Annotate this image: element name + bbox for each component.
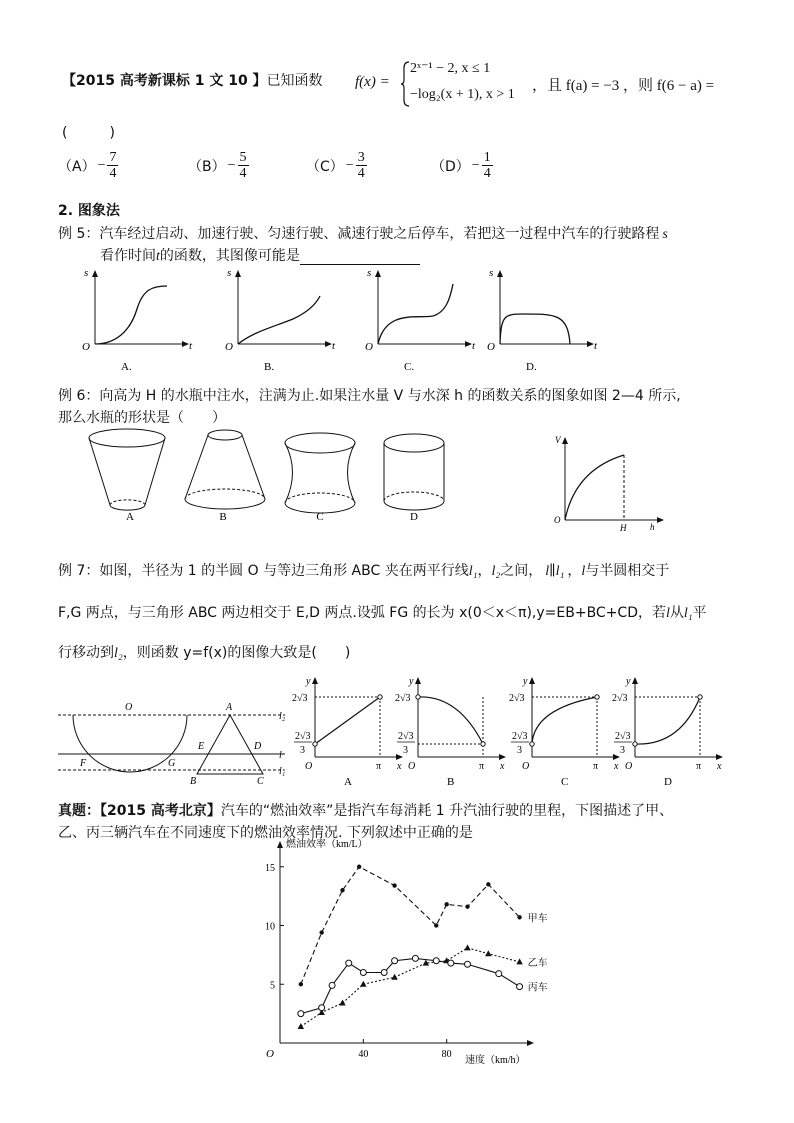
curve (532, 697, 597, 744)
ytick-bottom-den: 3 (403, 745, 408, 756)
ex7-text1d: 与半圆相交于 (585, 563, 670, 579)
ytick-bottom-den: 3 (300, 745, 305, 756)
data-point (465, 961, 471, 967)
bottle-a (89, 429, 165, 510)
ex7-line3 (58, 642, 350, 662)
ex7-text1b: 之间， (500, 563, 543, 579)
x-arrow-icon (325, 341, 332, 347)
data-point (485, 950, 491, 956)
ex7-l1: l₁ (468, 564, 478, 579)
ex5-text: 例 5：汽车经过启动、加速行驶、匀速行驶、减速行驶之后停车，若把这一过程中汽车的行驶路程 (58, 226, 660, 242)
y-label: s (227, 267, 232, 279)
data-point (346, 960, 352, 966)
option-label: （A） (58, 158, 96, 175)
ex7-l-b: l (666, 606, 670, 621)
ex7-graph-b (395, 676, 506, 788)
fig-G: G (168, 758, 176, 769)
ex5-text2b: 的函数，其图像可能是 (159, 248, 300, 264)
ex7-parallel: l∥l₁ (545, 564, 565, 579)
origin-label: O (266, 1048, 274, 1060)
fig-l: l (279, 750, 282, 761)
y-label: s (367, 267, 372, 279)
x-tick-label: 80 (441, 1049, 452, 1060)
x-arrow-icon (465, 341, 472, 347)
option-label: C (561, 776, 569, 788)
fraction-denominator: 4 (239, 166, 247, 181)
x-arrow-icon (527, 1040, 534, 1046)
fig-A: A (226, 702, 233, 713)
origin-label: O (365, 341, 373, 353)
series-label: 乙车 (527, 957, 548, 969)
ex7-text3b: ，则函数 y=f(x)的图像大致是( ) (122, 645, 351, 661)
data-point (392, 883, 396, 887)
x-arrow-icon (182, 341, 189, 347)
ex7-graph-a (292, 676, 403, 788)
fraction-denominator: 4 (483, 166, 491, 181)
data-point (340, 888, 344, 892)
x-axis-label: 速度（km/h） (465, 1055, 526, 1066)
data-point (357, 865, 361, 869)
data-point (434, 923, 438, 927)
x-label: x (500, 761, 505, 772)
ex5-var-t: t (156, 249, 160, 264)
x-arrow-icon (396, 754, 403, 760)
data-point (360, 970, 366, 976)
bottle-b-label: B (219, 511, 227, 523)
ex7-text3a: 行移动到 (58, 645, 114, 661)
q10-case1: 2ˣ⁻¹ − 2, x ≤ 1 (410, 61, 491, 76)
ex5-graph-d (487, 267, 598, 373)
real-line1 (58, 800, 673, 820)
q10-answer-paren: ( ) (62, 125, 115, 141)
bottle-b (185, 430, 265, 509)
y-tick-label: 15 (265, 862, 275, 874)
data-point (339, 1000, 345, 1006)
ytick-bottom-num: 2√3 (512, 731, 528, 742)
data-point (329, 982, 335, 988)
y-arrow-icon (632, 677, 638, 684)
option-sign: − (97, 157, 106, 173)
ex7-text2b: 从 (669, 605, 684, 621)
ex6-figure (0, 425, 794, 533)
bottle-c-label: C (316, 511, 324, 523)
y-arrow-icon (92, 270, 98, 277)
ex7-l2-b: l₂ (114, 646, 123, 661)
curve (95, 286, 167, 344)
ex7-l1-b: l₁ (683, 606, 693, 621)
ex5-graph-c (365, 267, 476, 373)
fraction-numerator: 5 (239, 150, 247, 165)
bottle-c (285, 433, 355, 513)
data-point (448, 960, 454, 966)
fraction-denominator: 4 (109, 166, 117, 181)
option-label: D. (526, 361, 537, 373)
y-arrow-icon (235, 270, 241, 277)
q10-option-a (58, 150, 188, 181)
y-label: y (523, 676, 528, 687)
open-point-end (378, 695, 382, 699)
data-point (360, 981, 366, 987)
data-point (381, 970, 387, 976)
y-axis-label: 燃油效率（km/L） (286, 839, 368, 850)
origin-label: O (487, 341, 495, 353)
open-point-start (313, 742, 317, 746)
option-label: D (664, 776, 672, 788)
data-point (516, 958, 522, 964)
x-arrow-icon (716, 754, 723, 760)
curve (378, 284, 453, 344)
x-label: t (594, 340, 598, 352)
q10-tag: 【2015 高考新课标 1 文 10 】 (62, 73, 267, 89)
xtick-pi: π (376, 761, 382, 772)
real-line2: 乙、丙三辆汽车在不同速度下的燃油效率情况. 下列叙述中正确的是 (58, 825, 473, 841)
option-fraction (482, 150, 493, 181)
origin-label: O (82, 341, 90, 353)
origin-label: O (225, 341, 233, 353)
ytick-bottom-num: 2√3 (615, 731, 631, 742)
fraction-numerator: 3 (357, 150, 365, 165)
open-point-start (416, 695, 420, 699)
open-point-end (481, 742, 485, 746)
ytick-top: 2√3 (395, 693, 411, 704)
ex5-graphs (0, 262, 794, 374)
y-label: s (84, 267, 89, 279)
ex7-text1a: 例 7：如图，半径为 1 的半圆 O 与等边三角形 ABC 夹在两平行线 (58, 563, 469, 579)
data-point (496, 971, 502, 977)
x-arrow-icon (613, 754, 620, 760)
x-tick-label: 40 (358, 1049, 369, 1060)
ex7-text2: F,G 两点，与三角形 ABC 两边相交于 E,D 两点.设弧 FG 的长为 x(0＜x＜π),y=EB+BC+CD，若 (58, 605, 666, 621)
fig-E: E (198, 741, 205, 752)
option-sign: − (345, 157, 354, 173)
open-point-start (530, 742, 534, 746)
xtick-pi: π (593, 761, 599, 772)
x-label: x (614, 761, 619, 772)
brace-icon (400, 60, 410, 108)
ytick-top: 2√3 (292, 693, 308, 704)
fraction-numerator: 7 (109, 150, 117, 165)
fuel-efficiency-chart (255, 835, 555, 1070)
vh-graph (554, 435, 664, 533)
data-point (298, 1011, 304, 1017)
fig-F: F (80, 758, 87, 769)
data-point (319, 930, 323, 934)
ex7-l2: l₂ (491, 564, 501, 579)
q10-header (62, 70, 323, 90)
bottle-d (384, 434, 444, 510)
y-arrow-icon (312, 677, 318, 684)
series-2 (298, 955, 548, 1016)
open-point-end (595, 695, 599, 699)
fraction-denominator: 4 (357, 166, 365, 181)
data-point (298, 1023, 304, 1029)
option-label: C. (404, 361, 415, 373)
xtick-pi: π (696, 761, 702, 772)
series-0 (299, 865, 548, 987)
fig-l2: l₂ (279, 711, 286, 722)
vh-y-label: V (555, 435, 561, 445)
option-label: （D） (431, 158, 470, 175)
q10-option-d (431, 150, 551, 181)
ex7-line1: 例 7：如图，半径为 1 的半圆 O 与等边三角形 ABC 夹在两平行线l₁，l₂之间， l∥l₁ ，l与半圆相交于 (58, 563, 670, 579)
data-point (486, 882, 490, 886)
option-sign: − (227, 157, 236, 173)
ex7-graph-d (612, 676, 723, 788)
real-tag: 【2015 高考北京】 (100, 803, 221, 819)
data-point (433, 958, 439, 964)
data-point (412, 955, 418, 961)
fraction-numerator: 1 (483, 150, 491, 165)
q10-options (58, 150, 551, 181)
ex5-graph-b (225, 267, 336, 373)
option-label: （B） (188, 158, 226, 175)
data-point (391, 974, 397, 980)
option-label: A. (121, 361, 132, 373)
ex7-text2c: 平 (692, 605, 707, 621)
y-tick-label: 5 (270, 980, 275, 992)
y-arrow-icon (375, 270, 381, 277)
y-label: y (306, 676, 311, 687)
x-arrow-icon (499, 754, 506, 760)
real-prefix: 真题： (58, 803, 100, 819)
x-arrow-icon (587, 341, 594, 347)
curve (500, 314, 570, 344)
fig-C: C (257, 776, 264, 787)
ex7-l: l (581, 564, 586, 579)
ex5-graph-a (82, 267, 193, 373)
data-point (464, 944, 470, 950)
y-arrow-icon (529, 677, 535, 684)
section-title: 2. 图象法 (58, 203, 120, 219)
origin-label: O (408, 761, 416, 772)
curve (635, 697, 700, 744)
y-arrow-icon (415, 677, 421, 684)
option-fraction (238, 150, 249, 181)
series-label: 甲车 (527, 913, 548, 925)
ytick-bottom-den: 3 (620, 745, 625, 756)
ex6-line1: 例 6：向高为 H 的水瓶中注水，注满为止.如果注水量 V 与水深 h 的函数关系的图象如图 2—4 所示, (58, 388, 681, 404)
origin-label: O (522, 761, 530, 772)
option-sign: − (471, 157, 480, 173)
q10-case2: −log₂(x + 1), x > 1 (410, 87, 515, 102)
series-label: 丙车 (527, 982, 548, 994)
fig-l1: l₁ (279, 766, 286, 777)
ytick-bottom-num: 2√3 (398, 731, 414, 742)
ex5-text2a: 看作时间 (100, 248, 156, 264)
option-label: （C） (306, 158, 344, 175)
q10-option-c (306, 150, 431, 181)
ex7-figure (0, 672, 794, 797)
ex7-text1c: ， (567, 563, 582, 579)
xtick-pi: π (479, 761, 485, 772)
y-label: s (489, 267, 494, 279)
curve (418, 697, 483, 744)
q10-option-b (188, 150, 306, 181)
data-point (517, 915, 521, 919)
fig-O: O (125, 702, 133, 713)
semicircle-triangle-figure (58, 702, 286, 787)
ytick-top: 2√3 (612, 693, 628, 704)
curve (238, 296, 320, 344)
fig-B: B (190, 776, 197, 787)
option-fraction (107, 150, 118, 181)
y-label: y (626, 676, 631, 687)
data-point (319, 1005, 325, 1011)
origin-label: O (305, 761, 313, 772)
x-label: x (397, 761, 402, 772)
real-text1: 汽车的“燃油效率”是指汽车每消耗 1 升汽油行驶的里程，下图描述了甲、 (220, 803, 674, 819)
q10-lead: 已知函数 (266, 73, 323, 89)
origin-label: O (625, 761, 633, 772)
q10-cond: ，且 f(a) = −3 ，则 f(6 − a) = (532, 78, 715, 94)
ex7-line2 (58, 602, 707, 622)
bottle-a-label: A (126, 511, 134, 523)
option-label: A (344, 776, 352, 788)
data-point (392, 958, 398, 964)
x-label: t (332, 340, 336, 352)
ytick-top: 2√3 (509, 693, 525, 704)
ex6-line2: 那么水瓶的形状是（ ） (58, 410, 226, 426)
vh-origin: O (554, 515, 561, 525)
y-arrow-icon (277, 841, 283, 848)
open-point-start (633, 742, 637, 746)
option-label: B (447, 776, 455, 788)
ytick-bottom-num: 2√3 (295, 731, 311, 742)
ex5-var-s: s (662, 227, 668, 242)
y-arrow-icon (497, 270, 503, 277)
option-fraction (356, 150, 367, 181)
data-point (517, 984, 523, 990)
vh-x-label: h (650, 522, 655, 532)
data-point (299, 982, 303, 986)
option-label: B. (264, 361, 275, 373)
ex7-graph-c (509, 676, 620, 788)
y-label: y (409, 676, 414, 687)
bottle-d-label: D (410, 511, 418, 523)
open-point-end (698, 695, 702, 699)
data-point (465, 905, 469, 909)
x-label: x (717, 761, 722, 772)
y-tick-label: 10 (265, 921, 275, 933)
vh-mark-H: H (620, 523, 627, 533)
fig-D: D (254, 741, 262, 752)
x-label: t (472, 340, 476, 352)
ex5-line1 (58, 223, 668, 243)
data-point (444, 902, 448, 906)
curve (315, 697, 380, 744)
ytick-bottom-den: 3 (517, 745, 522, 756)
q10-brace (400, 60, 410, 112)
x-label: t (189, 340, 193, 352)
q10-fx: f(x) = (355, 74, 390, 90)
